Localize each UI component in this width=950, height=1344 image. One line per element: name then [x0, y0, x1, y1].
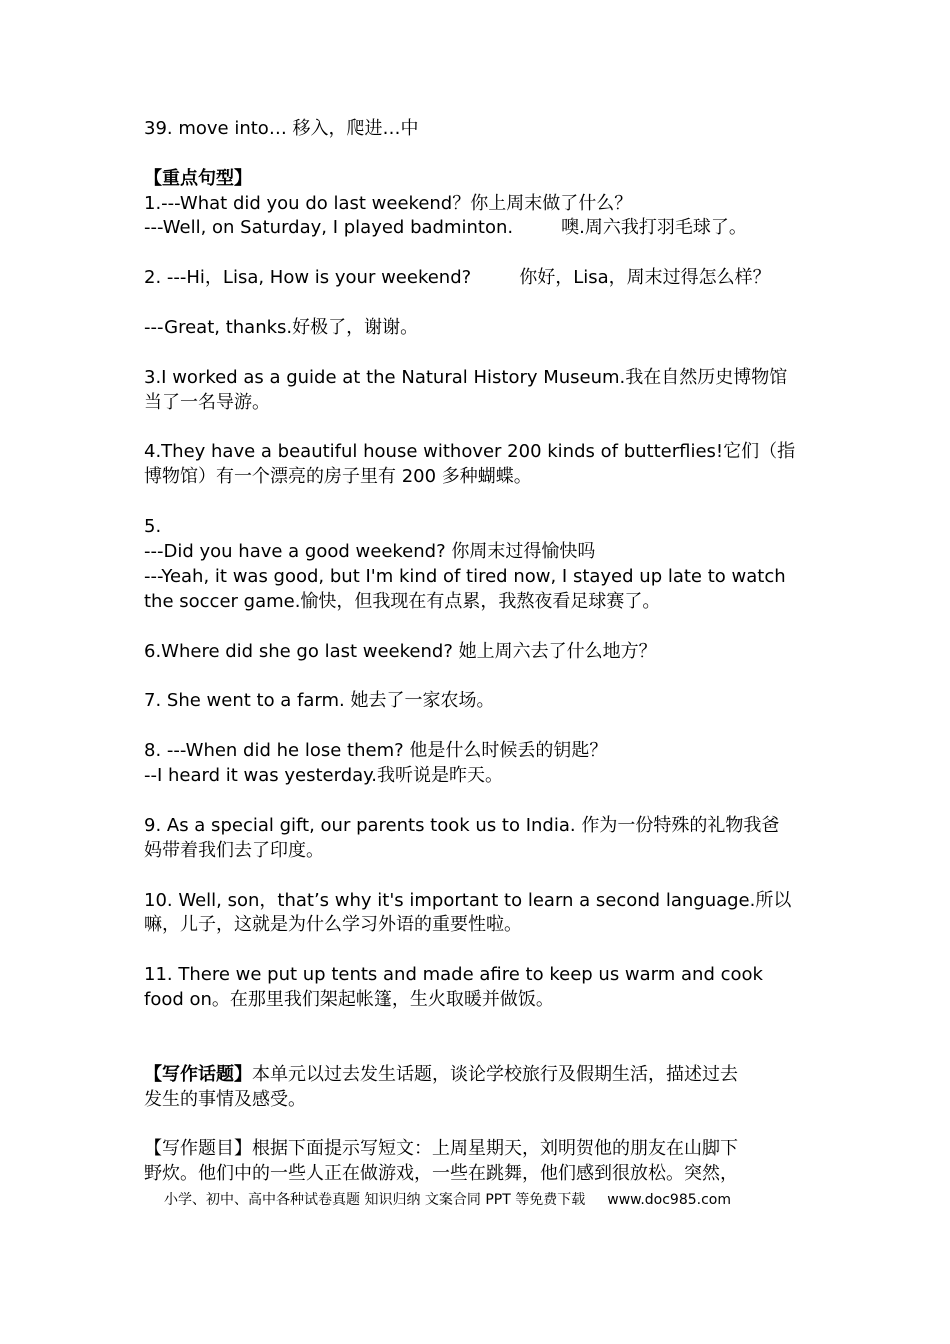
sentence-8-question: 8. ---When did he lose them? 他是什么时候丢的钥匙？	[144, 740, 608, 761]
writing-topic-line-2: 发生的事情及感受。	[144, 1089, 306, 1110]
sentence-5-answer-line-1: ---Yeah, it was good, but I'm kind of tired now, I stayed up late to watch	[144, 566, 786, 587]
page-footer	[164, 1190, 731, 1210]
sentence-7: 7. She went to a farm. 她去了一家农场。	[144, 690, 495, 711]
sentence-2-question-en: 2. ---Hi，Lisa, How is your weekend?	[144, 267, 472, 288]
sentence-8-answer: --I heard it was yesterday.我听说是昨天。	[144, 765, 503, 786]
sentence-3-line-2: 当了一名导游。	[144, 392, 270, 413]
sentence-11-line-1: 11. There we put up tents and made afire to keep us warm and cook	[144, 964, 763, 985]
sentence-9-line-2: 妈带着我们去了印度。	[144, 840, 324, 861]
writing-topic-label: 【写作话题】	[144, 1064, 252, 1085]
sentence-10-line-1: 10. Well, son，that’s why it's important to learn a second language.所以	[144, 890, 792, 911]
writing-task-line-1: 【写作题目】根据下面提示写短文：上周星期天，刘明贺他的朋友在山脚下	[144, 1138, 738, 1159]
writing-topic-line-1	[144, 1062, 738, 1087]
sentence-1-answer	[144, 215, 747, 240]
writing-topic-text: 本单元以过去发生话题，谈论学校旅行及假期生活，描述过去	[252, 1064, 738, 1085]
sentence-1-answer-zh: 噢.周六我打羽毛球了。	[561, 217, 747, 238]
sentence-2-question-zh: 你好，Lisa，周末过得怎么样？	[519, 267, 771, 288]
sentence-4-line-2: 博物馆）有一个漂亮的房子里有 200 多种蝴蝶。	[144, 466, 532, 487]
sentence-3-line-1: 3.I worked as a guide at the Natural History Museum.我在自然历史博物馆	[144, 367, 788, 388]
sentence-5-answer-line-2: the soccer game.愉快，但我现在有点累，我熬夜看足球赛了。	[144, 591, 661, 612]
sentence-10-line-2: 嘛，儿子，这就是为什么学习外语的重要性啦。	[144, 914, 522, 935]
sentence-5-question: ---Did you have a good weekend? 你周末过得愉快吗	[144, 541, 596, 562]
sentence-5-number: 5.	[144, 516, 162, 537]
section-heading-key-sentences: 【重点句型】	[144, 168, 252, 189]
sentence-9-line-1: 9. As a special gift, our parents took us to India. 作为一份特殊的礼物我爸	[144, 815, 780, 836]
sentence-6: 6.Where did she go last weekend? 她上周六去了什么地方？	[144, 641, 657, 662]
sentence-2-question	[144, 265, 771, 290]
vocab-item-39: 39. move into… 移入，爬进…中	[144, 118, 419, 139]
writing-task-line-2: 野炊。他们中的一些人正在做游戏，一些在跳舞，他们感到很放松。突然，	[144, 1163, 738, 1184]
sentence-11-line-2: food on。在那里我们架起帐篷，生火取暖并做饭。	[144, 989, 554, 1010]
footer-text: 小学、初中、高中各种试卷真题 知识归纳 文案合同 PPT 等免费下载	[164, 1192, 586, 1208]
footer-url: www.doc985.com	[607, 1192, 731, 1208]
sentence-1-answer-en: ---Well, on Saturday, I played badminton.	[144, 217, 514, 238]
sentence-4-line-1: 4.They have a beautiful house withover 200 kinds of butterflies!它们（指	[144, 441, 796, 462]
sentence-1-question: 1.---What did you do last weekend？你上周末做了什么？	[144, 193, 633, 214]
sentence-2-answer: ---Great, thanks.好极了，谢谢。	[144, 317, 419, 338]
